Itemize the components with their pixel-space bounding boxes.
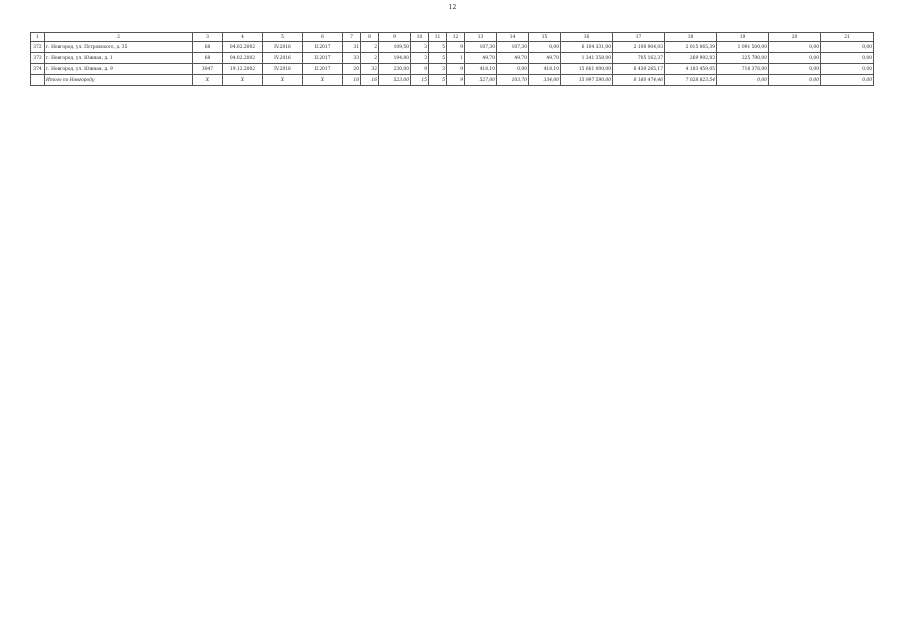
- table-cell: 705 162,37: [613, 53, 665, 64]
- table-cell: 9: [447, 75, 465, 86]
- table-cell: 0,00: [769, 75, 821, 86]
- table-cell: 04.02.2002: [223, 53, 263, 64]
- table-cell: [31, 75, 45, 86]
- column-header: 17: [613, 33, 665, 42]
- table-cell: 0,00: [497, 64, 529, 75]
- table-cell: 10: [343, 75, 361, 86]
- table-cell: 49,70: [465, 53, 497, 64]
- table-header-row: [31, 33, 874, 42]
- table-row: [31, 64, 874, 75]
- table-cell: 16: [361, 75, 379, 86]
- table-cell: 32: [361, 64, 379, 75]
- table-cell: 194,80: [379, 53, 411, 64]
- column-header: 19: [717, 33, 769, 42]
- column-header: 13: [465, 33, 497, 42]
- table-cell: II.2017: [303, 53, 343, 64]
- column-header: 9: [379, 33, 411, 42]
- table-cell: 3047: [193, 64, 223, 75]
- table-row: [31, 42, 874, 53]
- table-cell: 0,00: [821, 53, 874, 64]
- table-cell: X: [303, 75, 343, 86]
- table-cell: 0,00: [821, 42, 874, 53]
- table-cell: 1: [447, 53, 465, 64]
- table-cell: 9: [447, 64, 465, 75]
- table-cell: 2 100 904,03: [613, 42, 665, 53]
- table-cell: 15: [411, 75, 429, 86]
- table-cell: 68: [193, 42, 223, 53]
- table-cell: 49,70: [529, 53, 561, 64]
- data-table-container: [30, 32, 873, 86]
- table-cell: 0,00: [821, 75, 874, 86]
- table-cell: 418,10: [529, 64, 561, 75]
- table-cell: 6 430 265,17: [613, 64, 665, 75]
- table-cell: 15 661 000,00: [561, 64, 613, 75]
- column-header: 7: [343, 33, 361, 42]
- table-cell: 107,30: [465, 42, 497, 53]
- table-cell: 372: [31, 42, 45, 53]
- table-cell: г. Новгород, ул. Южная, д. 1: [45, 53, 193, 64]
- table-cell: 109,50: [379, 42, 411, 53]
- table-cell: IV.2016: [263, 42, 303, 53]
- table-cell: 68: [193, 53, 223, 64]
- column-header: 3: [193, 33, 223, 42]
- column-header: 16: [561, 33, 613, 42]
- page-number: 12: [448, 4, 457, 11]
- table-cell: II.2017: [303, 42, 343, 53]
- table-cell: 6 104 331,00: [561, 42, 613, 53]
- table-cell: 2 015 065,39: [665, 42, 717, 53]
- column-header: 4: [223, 33, 263, 42]
- table-cell: 20: [343, 64, 361, 75]
- table-cell: IV.2016: [263, 53, 303, 64]
- data-table: [30, 32, 874, 86]
- column-header: 1: [31, 33, 45, 42]
- table-cell: 31: [343, 42, 361, 53]
- column-header: 15: [529, 33, 561, 42]
- table-cell: 334,00: [529, 75, 561, 86]
- table-cell: 374: [31, 64, 45, 75]
- table-cell: 04.02.2002: [223, 42, 263, 53]
- table-cell: 2: [361, 42, 379, 53]
- column-header: 10: [411, 33, 429, 42]
- table-cell: 2: [361, 53, 379, 64]
- table-cell: 4 183 459,05: [665, 64, 717, 75]
- table-cell: 107,30: [497, 42, 529, 53]
- column-header: 20: [769, 33, 821, 42]
- column-header: 18: [665, 33, 717, 42]
- table-cell: 7 028 823,54: [665, 75, 717, 86]
- table-cell: г. Новгород, ул. Южная, д. 9: [45, 64, 193, 75]
- column-header: 6: [303, 33, 343, 42]
- table-cell: 716 376,00: [717, 64, 769, 75]
- column-header: 12: [447, 33, 465, 42]
- table-cell: 3: [411, 53, 429, 64]
- table-cell: 0,00: [529, 42, 561, 53]
- table-cell: X: [223, 75, 263, 86]
- table-row: [31, 75, 874, 86]
- column-header: 8: [361, 33, 379, 42]
- table-cell: 15 997 590,00: [561, 75, 613, 86]
- table-cell: 269 992,83: [665, 53, 717, 64]
- table-cell: X: [193, 75, 223, 86]
- table-cell: г. Новгород, ул. Пстровского, д. 35: [45, 42, 193, 53]
- table-cell: 19.12.2002: [223, 64, 263, 75]
- table-body: [31, 33, 874, 86]
- table-cell: 1 241 358,00: [561, 53, 613, 64]
- table-cell: 8 160 474,46: [613, 75, 665, 86]
- table-cell: IV.2016: [263, 64, 303, 75]
- table-cell: 33: [343, 53, 361, 64]
- table-cell: X: [263, 75, 303, 86]
- table-cell: 418,10: [465, 64, 497, 75]
- table-cell: 3: [411, 42, 429, 53]
- column-header: 21: [821, 33, 874, 42]
- table-cell: 523,00: [379, 75, 411, 86]
- table-row: [31, 53, 874, 64]
- table-cell: 230,00: [379, 64, 411, 75]
- table-cell: 3: [429, 64, 447, 75]
- table-cell: Итого по Новгороду: [45, 75, 193, 86]
- column-header: 14: [497, 33, 529, 42]
- table-cell: II.2017: [303, 64, 343, 75]
- table-cell: 0,00: [769, 64, 821, 75]
- table-cell: 373: [31, 53, 45, 64]
- column-header: 5: [263, 33, 303, 42]
- table-cell: 0,00: [821, 64, 874, 75]
- column-header: 11: [429, 33, 447, 42]
- table-cell: 225 790,00: [717, 53, 769, 64]
- table-cell: 5: [429, 42, 447, 53]
- table-cell: 9: [447, 42, 465, 53]
- table-cell: 9: [411, 64, 429, 75]
- column-header: 2: [45, 33, 193, 42]
- table-cell: 5: [429, 53, 447, 64]
- table-cell: 0,00: [769, 42, 821, 53]
- table-cell: 5: [429, 75, 447, 86]
- table-cell: 1 091 500,00: [717, 42, 769, 53]
- table-cell: 527,00: [465, 75, 497, 86]
- table-cell: 49,70: [497, 53, 529, 64]
- table-cell: 0,00: [769, 53, 821, 64]
- table-cell: 103,70: [497, 75, 529, 86]
- table-cell: 0,00: [717, 75, 769, 86]
